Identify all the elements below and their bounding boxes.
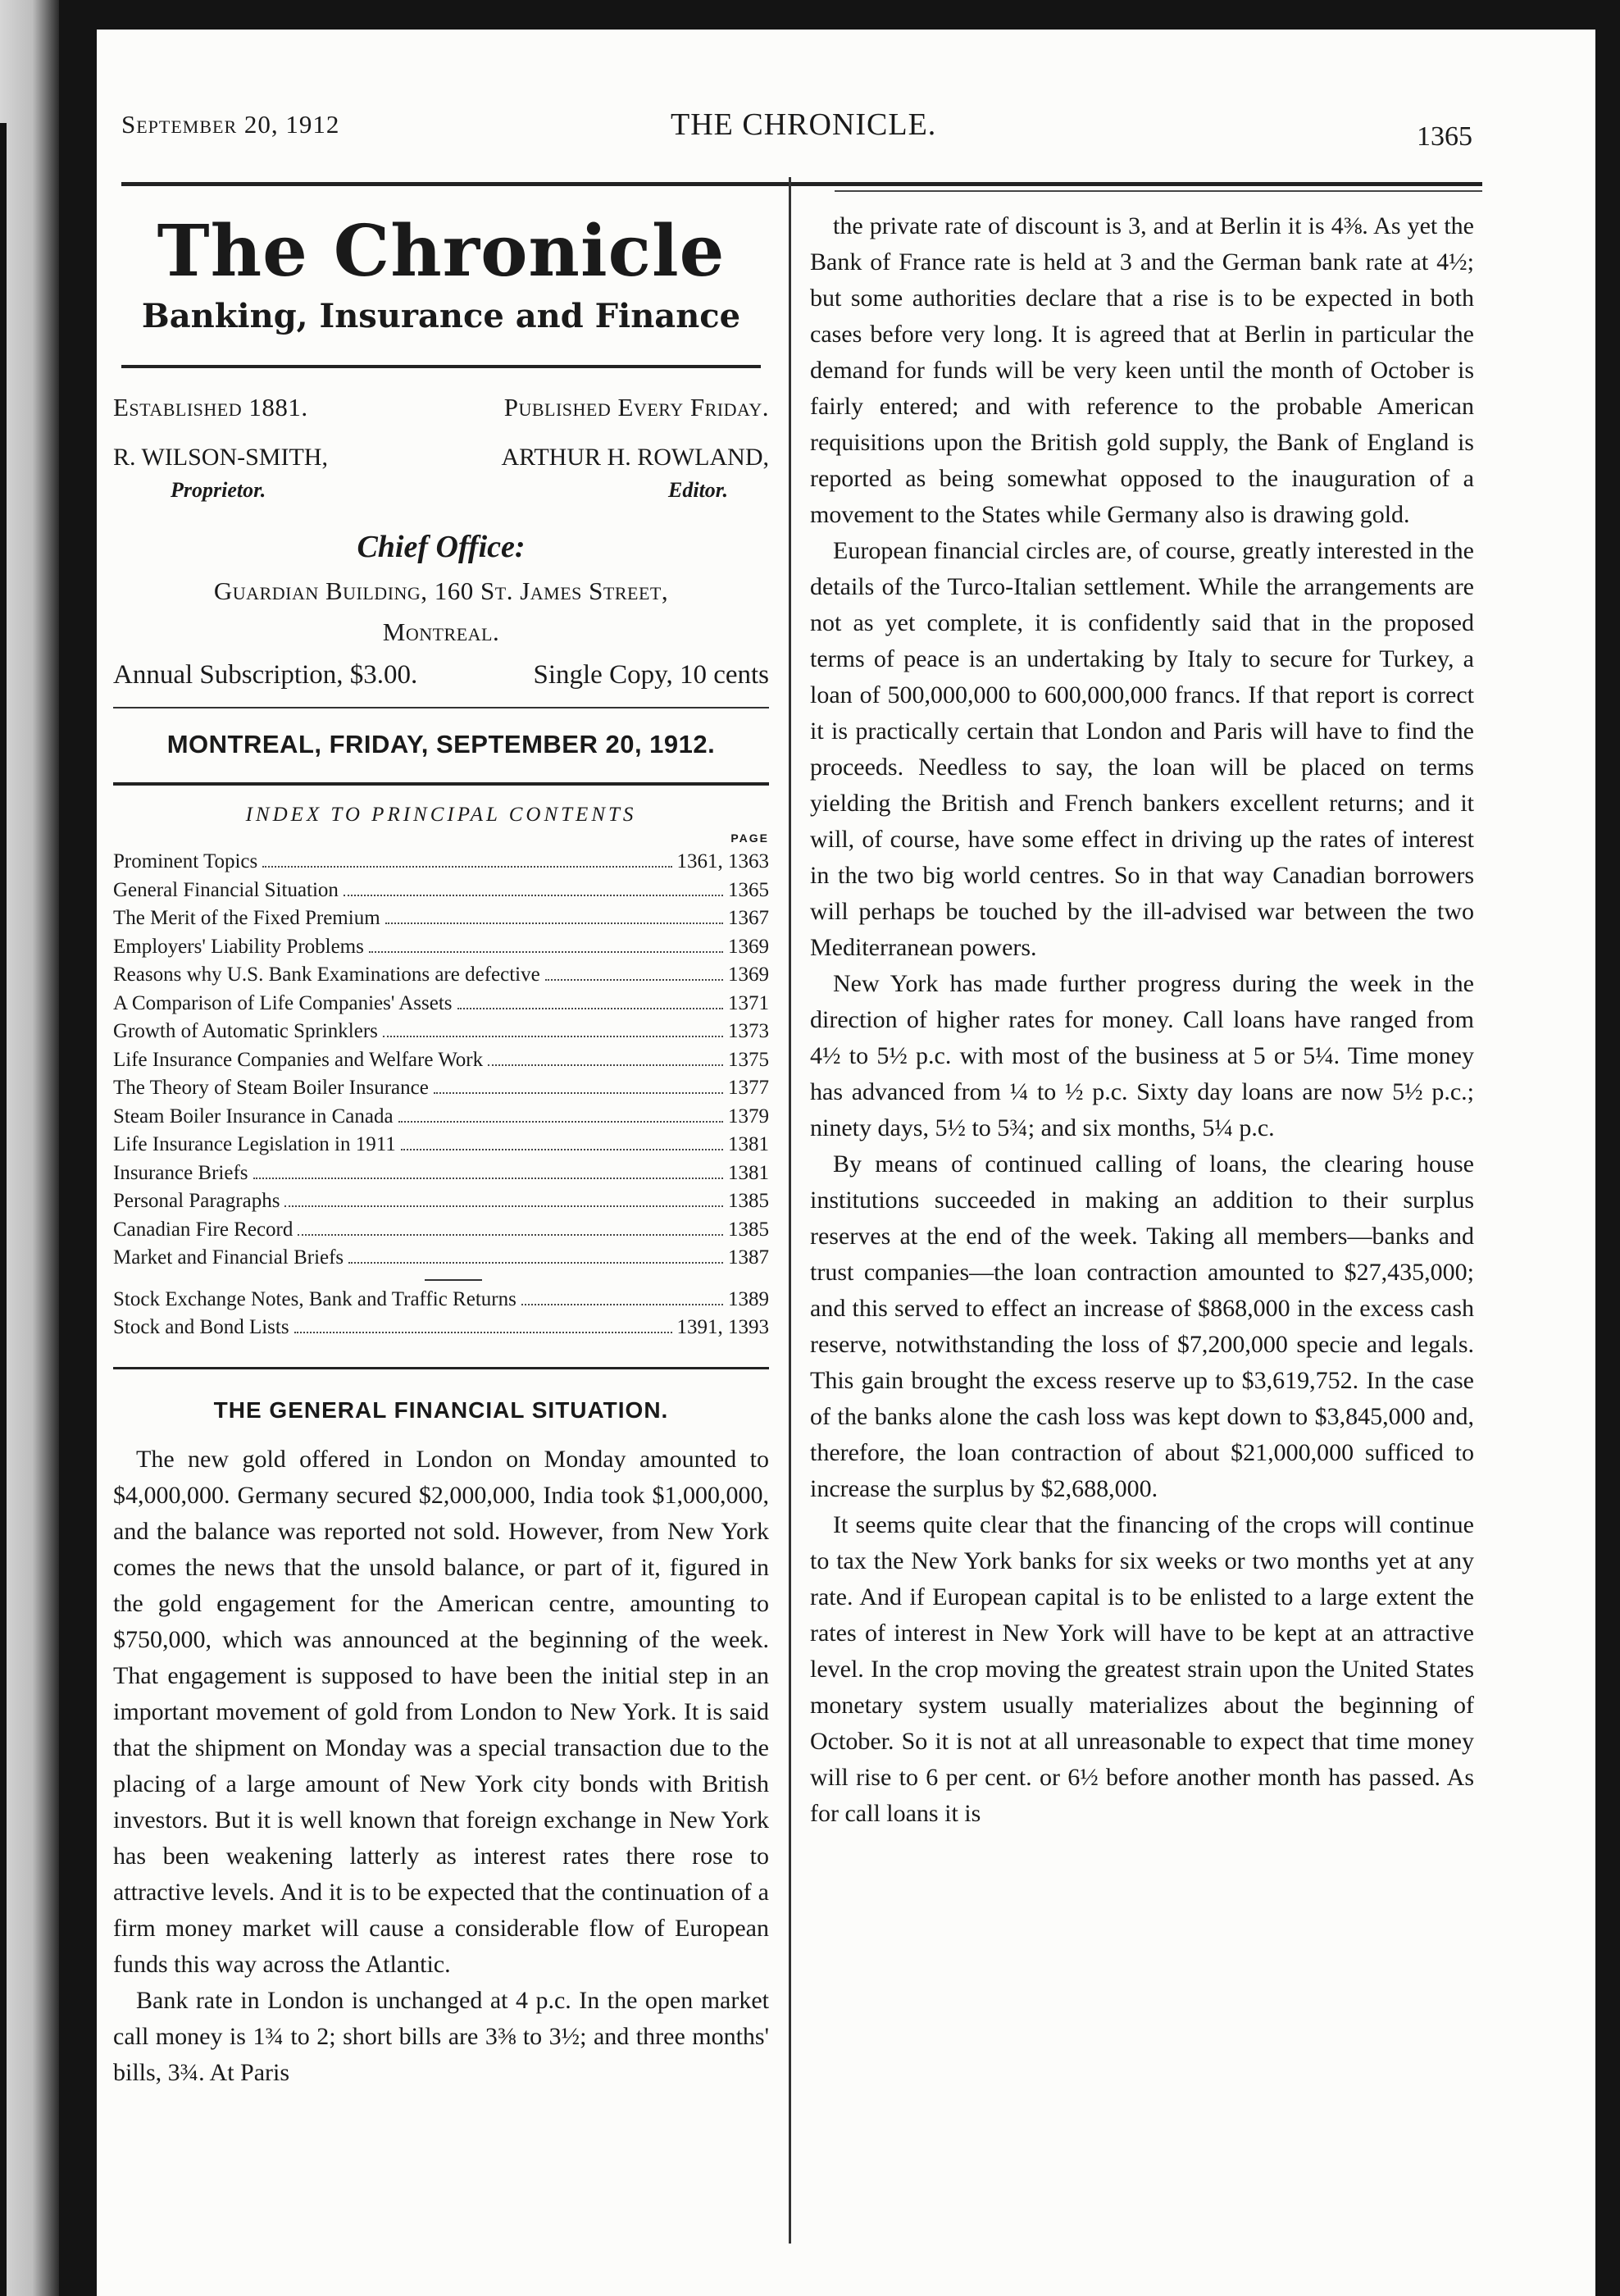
index-entry [113,1131,769,1159]
left-column [113,194,769,2091]
article-paragraph: New York has made further progress during the week in the direction of higher rates for money. Call loans have ranged from 4½ to 5½ p.c. with most of the business at 5 or 5¼. Time money has advanced from ¼ to ½ p.c. Sixty day loans are now 5½ p.c.; ninety days, 5½ to 5¾; and six months, 5¼ p.c. [810,970,1474,1141]
chief-office-label: Chief Office: [357,530,526,565]
index-entry [113,1159,769,1188]
index-separator [425,1279,482,1281]
article-body-left [113,1442,769,2091]
published-line: Published Every Friday. [503,393,769,422]
index-entry [113,1286,769,1314]
editor-name: ARTHUR H. ROWLAND, [501,444,769,472]
index-entry-page: 1387 [728,1246,769,1269]
index-entry-title: Life Insurance Legislation in 1911 [113,1133,396,1156]
page-number: 1365 [1417,121,1472,152]
article-paragraph: the private rate of discount is 3, and at Berlin it is 4⅜. As yet the Bank of France rate is held at 3 and the German bank rate at 4½; but some authorities declare that a rise is to be expected in both cases before very long. It is agreed that at Berlin in particular the demand for funds will be very keen until the month of October is fairly entered; and with reference to the probable American requisitions upon the British gold supply, the Bank of England is reported as being somewhat opposed to the inauguration of a movement to the States while Germany also is drawing gold. [810,212,1474,528]
subscription-line [113,660,769,690]
masthead [113,210,769,336]
index-entry-title: Insurance Briefs [113,1161,248,1184]
dateline-rule [113,782,769,786]
index-entry-page: 1391, 1393 [676,1316,769,1339]
index-entry [113,1103,769,1132]
index-entry-title: Life Insurance Companies and Welfare Work [113,1048,484,1071]
index-entry [113,1074,769,1103]
subscription-rule [113,707,769,708]
dot-leader [262,866,671,868]
index-entry-title: Market and Financial Briefs [113,1246,344,1269]
index-entry-page: 1371 [728,991,769,1014]
dot-leader [369,951,723,953]
dot-leader [545,979,723,981]
index-entry [113,877,769,905]
established-line: Established 1881. [113,393,308,422]
index-entry-page: 1385 [728,1190,769,1213]
article-paragraph: Bank rate in London is unchanged at 4 p.c. In the open market call money is 1¾ to 2; short bills are 3⅜ to 3½; and three months' bills, 3¾. At Paris [113,1986,769,2086]
index-entry-title: The Theory of Steam Boiler Insurance [113,1077,429,1100]
index-entry [113,961,769,990]
head-rule [121,182,1482,186]
index-entry-title: General Financial Situation [113,878,339,901]
dot-leader [253,1178,723,1179]
index-entry-page: 1367 [728,907,769,930]
index-entry [113,990,769,1018]
binding-shadow [0,123,7,2296]
masthead-subtitle: Banking, Insurance and Finance [141,297,741,336]
dot-leader [385,922,723,924]
index-entry-page: 1375 [728,1048,769,1071]
index-entry-title: Stock Exchange Notes, Bank and Traffic Returns [113,1287,516,1310]
index-list [113,848,769,1273]
index-entry-title: A Comparison of Life Companies' Assets [113,991,453,1014]
index-entry-page: 1369 [728,935,769,958]
index-entry [113,1244,769,1273]
dot-leader [348,1262,723,1264]
article-paragraph: It seems quite clear that the financing of the crops will continue to tax the New York banks for six weeks or two months yet at any rate. And if European capital is to be enlisted to a large extent the rates of interest in New York will have to be kept at an attractive level. In the crop moving the greatest strain upon the United States monetary system usually materializes about the beginning of October. So it is not at all unreasonable to expect that time money will rise to 6 per cent. or 6½ before another month has passed. As for call loans it is [810,1511,1474,1827]
dateline: MONTREAL, FRIDAY, SEPTEMBER 20, 1912. [166,730,716,759]
masthead-rule [121,365,761,368]
issue-date: September 20, 1912 [121,110,340,139]
index-entry-title: Growth of Automatic Sprinklers [113,1020,378,1043]
dot-leader [488,1064,723,1066]
index-entry [113,904,769,933]
index-entry-page: 1389 [728,1287,769,1310]
index-entry-page: 1373 [728,1020,769,1043]
publication-info [113,393,769,444]
index-entry-page: 1377 [728,1077,769,1100]
column-rule [789,177,791,2244]
index-entry-title: Employers' Liability Problems [113,935,364,958]
index-entry-title: Prominent Topics [113,850,258,873]
office-address: Guardian Building, 160 St. James Street, [213,576,669,606]
index-entry-title: Steam Boiler Insurance in Canada [113,1105,394,1128]
proprietor-role: Proprietor. [171,478,266,503]
publication-title: THE CHRONICLE. [671,107,937,142]
single-copy-price: Single Copy, 10 cents [533,660,769,690]
running-head [121,107,1482,159]
index-title: INDEX TO PRINCIPAL CONTENTS [245,804,637,827]
index-entry-title: Personal Paragraphs [113,1190,280,1213]
office-city: Montreal. [382,617,500,647]
article-title: THE GENERAL FINANCIAL SITUATION. [213,1396,669,1423]
index-entry-page: 1361, 1363 [676,850,769,873]
dot-leader [521,1304,723,1305]
newspaper-page [97,30,1595,2296]
staff-roles [113,478,769,526]
article-paragraph: European financial circles are, of course, greatly interested in the details of the Turco-Italian settlement. While the arrangements are not as yet complete, it is confidently said that in the proposed terms of peace is an undertaking by Italy to secure for Turkey, a loan of 500,000,000 to 600,000,000 francs. If that report is correct it is practically certain that London and Paris will have to find the proceeds. Needless to say, the loan will be placed on terms yielding the British and French bankers excellent returns; and it will, of course, have some effect in driving up the rates of interest in the two big world centres. So in that way Canadian borrowers will perhaps be touched by the ill-advised war between the two Mediterranean powers. [810,537,1474,961]
article-paragraph: By means of continued calling of loans, the clearing house institutions succeeded in making an addition to their surplus reserves at the end of the week. Taking all members—banks and trust companies—the loan contraction amounted to $27,435,000; and this served to effect an increase of $868,000 in the excess cash reserve, notwithstanding the loss of $7,200,000 specie and legals. This gain brought the excess reserve up to $3,619,752. In the case of the banks alone the cash loss was kept down to $3,845,000 and, therefore, the loan contraction of about $21,000,000 sufficed to increase the surplus by $2,688,000. [810,1150,1474,1502]
index-page-header: PAGE [730,831,769,845]
index-list-secondary [113,1286,769,1342]
dot-leader [298,1234,723,1236]
index-entry [113,1314,769,1342]
index-entry [113,933,769,962]
index-entry-title: The Merit of the Fixed Premium [113,907,380,930]
index-entry-title: Canadian Fire Record [113,1218,294,1241]
index-entry [113,1187,769,1216]
index-entry-title: Stock and Bond Lists [113,1316,289,1339]
editor-role: Editor. [668,478,728,503]
index-entry [113,848,769,877]
dot-leader [401,1149,723,1150]
index-entry-page: 1379 [728,1105,769,1128]
index-entry-page: 1385 [728,1218,769,1241]
binding-edge [0,0,59,2296]
index-bottom-rule [113,1367,769,1369]
index-entry-page: 1381 [728,1133,769,1156]
dot-leader [284,1205,723,1207]
masthead-title: The Chronicle [157,210,726,293]
dot-leader [383,1036,723,1037]
article-paragraph: The new gold offered in London on Monday amounted to $4,000,000. Germany secured $2,000,000, India took $1,000,000, and the balance was reported not sold. However, from New York comes the news that the unsold balance, or part of it, figured in the gold engagement for the American centre, amounting to $750,000, which was announced at the beginning of the week. That engagement is supposed to have been the initial step in an important movement of gold from London to New York. It is said that the shipment on Monday was a special transaction due to the placing of a large amount of New York city bonds with British investors. But it is well known that foreign exchange in New York has been weakening latterly as interest rates there rose to attractive levels. And it is to be expected that the continuation of a firm money market will cause a considerable flow of European funds this way across the Atlantic. [113,1445,769,1978]
index-entry [113,1046,769,1075]
dot-leader [434,1092,723,1094]
head-rule-secondary [835,190,1482,192]
index-entry [113,1018,769,1046]
index-entry-title: Reasons why U.S. Bank Examinations are defective [113,963,540,986]
proprietor-name: R. WILSON-SMITH, [113,444,328,472]
dot-leader [457,1008,723,1009]
dot-leader [294,1332,672,1333]
index-entry-page: 1369 [728,963,769,986]
index-entry-page: 1365 [728,878,769,901]
right-column [810,208,1474,1832]
index-entry-page: 1381 [728,1161,769,1184]
index-entry [113,1216,769,1245]
dot-leader [398,1121,723,1123]
dot-leader [344,895,723,896]
article-body-right [810,208,1474,1832]
annual-subscription: Annual Subscription, $3.00. [113,660,418,690]
